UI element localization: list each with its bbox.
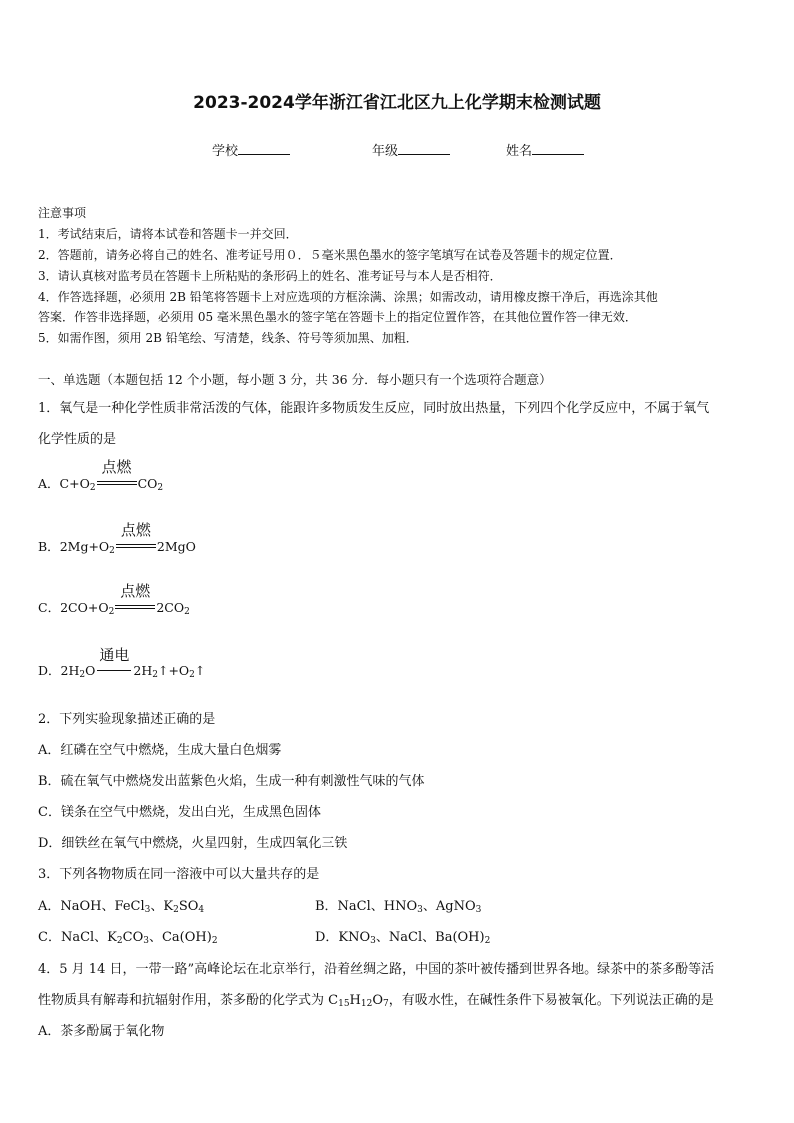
school-label: 学校 — [212, 144, 239, 159]
q3-option-a[interactable]: A．NaOH、FeCl$_3$、$K_2SO_4$ — [38, 899, 205, 915]
q3-option-d[interactable]: D．$KNO_3$、NaCl、$Ba(OH)_2$ — [315, 930, 491, 946]
reaction-condition: 点燃 — [97, 481, 137, 488]
school-field[interactable] — [212, 140, 290, 159]
q2-option-d[interactable]: D．细铁丝在氧气中燃烧，火星四射，生成四氧化三铁 — [38, 836, 348, 851]
q1-option-b[interactable]: B．$2Mg+O_2$ 点燃 2MgO — [38, 521, 196, 556]
question-1-stem-cont: 化学性质的是 — [38, 432, 117, 447]
q1-option-c[interactable]: C．$2CO+O_2$ 点燃 $2CO_2$ — [38, 582, 190, 617]
name-label: 姓名 — [506, 144, 533, 159]
grade-label: 年级 — [372, 144, 399, 159]
grade-blank[interactable] — [398, 143, 450, 155]
note-item: 3．请认真核对监考员在答题卡上所粘贴的条形码上的姓名、准考证号与本人是否相符． — [38, 269, 502, 283]
q4-option-a[interactable]: A．茶多酚属于氧化物 — [38, 1024, 165, 1039]
name-field[interactable] — [506, 140, 584, 159]
reaction-condition: 点燃 — [116, 544, 156, 551]
question-2-stem: 2．下列实验现象描述正确的是 — [38, 712, 216, 727]
question-3-stem: 3．下列各物物质在同一溶液中可以大量共存的是 — [38, 867, 320, 882]
section-heading: 一、单选题（本题包括 12 个小题，每小题 3 分，共 36 分．每小题只有一个选项符合题意） — [38, 372, 552, 387]
note-item: 2．答题前，请务必将自己的姓名、准考证号用０．５毫米黑色墨水的签字笔填写在试卷及答题卡的规定位置． — [38, 248, 622, 262]
q2-option-a[interactable]: A．红磷在空气中燃烧，生成大量白色烟雾 — [38, 743, 282, 758]
reaction-condition: 点燃 — [115, 605, 155, 612]
grade-field[interactable] — [372, 140, 450, 159]
note-item: 4．作答选择题，必须用 2B 铅笔将答题卡上对应选项的方框涂满、涂黑；如需改动，请用橡皮擦干净后，再选涂其他 — [38, 290, 658, 304]
q2-option-c[interactable]: C．镁条在空气中燃烧，发出白光，生成黑色固体 — [38, 805, 321, 820]
note-item: 答案．作答非选择题，必须用 05 毫米黑色墨水的签字笔在答题卡上的指定位置作答，在其他位置作答一律无效． — [38, 310, 637, 324]
q3-option-b[interactable]: B．NaCl、$HNO_3$、AgNO$_3$ — [315, 899, 482, 915]
school-blank[interactable] — [238, 143, 290, 155]
note-item: 5．如需作图，须用 2B 铅笔绘、写清楚，线条、符号等须加黑、加粗． — [38, 331, 418, 345]
q1-option-a[interactable]: A．$C+O_2$ 点燃 $CO_2$ — [38, 458, 164, 493]
name-blank[interactable] — [532, 143, 584, 155]
notes-heading: 注意事项 — [38, 206, 87, 220]
q1-option-d[interactable]: D．$2H_2O$ 通电 $2H_2↑+O_2↑$ — [38, 646, 206, 680]
question-1-stem: 1．氧气是一种化学性质非常活泼的气体，能跟许多物质发生反应，同时放出热量，下列四个化学反应中，不属于氧气 — [38, 401, 710, 416]
q2-option-b[interactable]: B．硫在氧气中燃烧发出蓝紫色火焰，生成一种有刺激性气味的气体 — [38, 774, 425, 789]
question-4-stem-cont: 性物质具有解毒和抗辐射作用，茶多酚的化学式为 $C_{15}H_{12}O_7$，有吸水性，在碱性条件下易被氧化。下列说法正确的是 — [38, 993, 714, 1009]
note-item: 1．考试结束后，请将本试卷和答题卡一并交回． — [38, 227, 298, 241]
reaction-arrow: 通电 — [97, 670, 131, 675]
question-4-stem: 4．5 月 14 日，一带一路”高峰论坛在北京举行，沿着丝绸之路，中国的茶叶被传播到世界各地。绿茶中的茶多酚等活 — [38, 962, 715, 977]
q3-option-c[interactable]: C．NaCl、$K_2CO_3$、$Ca(OH)_2$ — [38, 930, 218, 946]
page-title: 2023-2024学年浙江省江北区九上化学期末检测试题 — [193, 93, 601, 113]
